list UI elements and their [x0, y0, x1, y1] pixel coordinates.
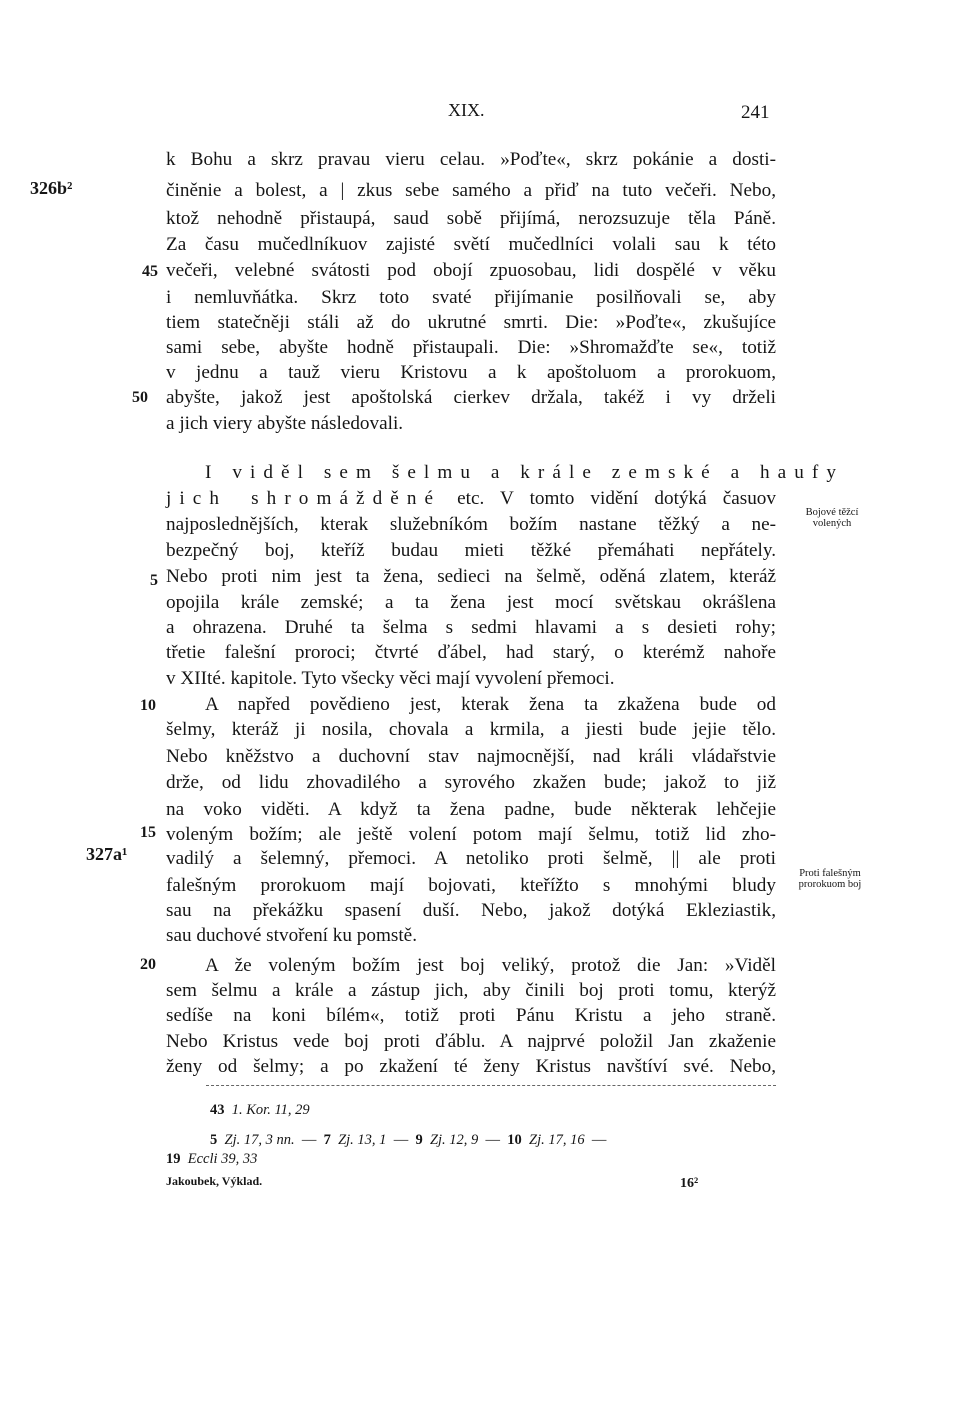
text-line: falešným prorokuom mají bojovati, kteřížto s mnohými bludy [166, 875, 776, 896]
text-line: ktož nehodně přistaupá, saud sobě přijímá, nerozsuzuje těla Páně. [166, 208, 776, 229]
footnote-line-number: 7 [323, 1132, 331, 1148]
text-line: sem šelmu a krále a zástup jich, aby činili boj proti tomu, kterýž [166, 980, 776, 1001]
footnote-line: 5 Zj. 17, 3 nn. — 7 Zj. 13, 1 — 9 Zj. 12, 9 — 10 Zj. 17, 16 — [210, 1132, 607, 1148]
side-note-first: Bojové těžcí volených [805, 507, 859, 529]
footnote-line [166, 1149, 257, 1169]
footnote-reference: Zj. 17, 16 [529, 1132, 585, 1148]
text-line: vadilý a šelemný, přemoci. A netoliko proti šelmě, || ale proti [166, 848, 776, 869]
side-note-second: Proti falešným prorokuom boj [798, 868, 862, 890]
text-line: i nemluvňátka. Skrz toto svaté přijímanie posilňovali se, aby [166, 287, 776, 308]
footnote-rule [206, 1085, 776, 1086]
text-line: ženy od šelmy; a po zkažení té ženy Kristus navštíví své. Nebo, [166, 1056, 776, 1077]
text-line: večeři, velebné svátosti pod obojí zpuosobau, lidi dospělé v věku [166, 260, 776, 281]
folio-marker-top: 326b² [30, 178, 73, 198]
spaced-heading-text: I viděl sem šelmu a krále zemské a haufy [205, 462, 845, 483]
footnote-reference: Zj. 17, 3 nn. [224, 1132, 295, 1148]
sheet-number: 16² [680, 1176, 699, 1191]
text-line: sau duchové stvoření ku pomstě. [166, 925, 417, 946]
text-line: třetie falešní proroci; čtvrté ďábel, had starý, o kterémž nahoře [166, 642, 776, 663]
text-line: sami sebe, abyšte hodně přistaupali. Die: »Shromažďte se«, totiž [166, 337, 776, 358]
text-line: činěnie a bolest, a | zkus sebe samého a přiď na tuto večeři. Nebo, [166, 180, 776, 201]
text-line: a jich viery abyšte následovali. [166, 413, 404, 434]
line-number: 10 [140, 697, 156, 714]
text-line: A že voleným božím jest boj veliký, protož die Jan: »Viděl [205, 955, 776, 976]
text-line: a ohrazena. Druhé ta šelma s sedmi hlavami a s desieti rohy; [166, 617, 776, 638]
signature-mark: Jakoubek, Výklad. [166, 1174, 263, 1188]
text-line: tiem statečněji stáli až do ukrutné smrti. Die: »Poďte«, zkušujíce [166, 312, 776, 333]
footnote-line [210, 1100, 310, 1120]
text-line: Nebo proti nim jest ta žena, sedieci na šelmě, oděná zlatem, kteráž [166, 566, 776, 587]
footnote-reference: 1. Kor. 11, 29 [231, 1102, 310, 1118]
text-line: najposlednějších, kterak služebníkóm božím nastane těžký a ne- [166, 514, 776, 535]
footnote-line-number: 10 [507, 1132, 522, 1148]
text-line: opojila krále zemské; a ta žena jest mocí světskau okrášlena [166, 592, 776, 613]
text-line: na voko viděti. A když ta žena padne, bude některak lehčejie [166, 799, 776, 820]
heading-continuation: etc. V tomto vidění dotýká časuov [441, 488, 776, 509]
folio-marker-middle: 327a¹ [86, 844, 128, 864]
footnote-reference: Eccli 39, 33 [187, 1151, 258, 1167]
footnote-line-number: 43 [210, 1102, 225, 1118]
footnote-line-number: 9 [415, 1132, 423, 1148]
text-line: v XIIté. kapitole. Tyto všecky věci mají vyvolení přemoci. [166, 668, 615, 689]
text-line: šelmy, kteráž ji nosila, chovala a krmila, a jiesti bude jejie tělo. [166, 719, 776, 740]
line-number: 20 [140, 956, 156, 973]
text-line: Nebo kněžstvo a duchovní stav najmocnější, nad králi vládařstvie [166, 746, 776, 767]
text-line: Nebo Kristus vede boj proti ďáblu. A najprvé položil Jan zkaženie [166, 1031, 776, 1052]
line-number: 50 [132, 389, 148, 406]
footnote-reference: Zj. 13, 1 [338, 1132, 387, 1148]
page-number: 241 [741, 102, 770, 123]
text-line: abyšte, jakož jest apoštolská cierkev držala, takéž i vy drželi [166, 387, 776, 408]
footnote-reference: Zj. 12, 9 [429, 1132, 479, 1148]
text-line: voleným božím; ale ještě volení potom mají šelmu, totiž lid zho- [166, 824, 776, 845]
line-number: 45 [142, 263, 158, 280]
chapter-heading: XIX. [448, 100, 485, 120]
text-line: k Bohu a skrz pravau vieru celau. »Poďte«, skrz pokánie a dosti- [166, 149, 776, 170]
text-line: sau na překážku spasení duší. Nebo, jakož dotýká Ekleziastik, [166, 900, 776, 921]
footnote-line-number: 19 [166, 1151, 181, 1167]
footnote-line-number: 5 [210, 1132, 218, 1148]
text-line: A napřed povědieno jest, kterak žena ta zkažena bude od [205, 694, 776, 715]
line-number: 15 [140, 824, 156, 841]
line-number: 5 [150, 572, 158, 589]
text-line: sedíše na koni bílém«, totiž proti Pánu Kristu a jeho straně. [166, 1005, 776, 1026]
spaced-heading-text: jich shromážděné [166, 488, 442, 509]
text-line: bezpečný boj, kteříž budau mieti těžké přemáhati nepřátely. [166, 540, 776, 561]
text-line: v jednu a tauž vieru Kristovu a k apoštoluom a prorokuom, [166, 362, 776, 383]
text-line: Za času mučedlníkuov zajisté světí mučedlníci volali sau k této [166, 234, 776, 255]
text-line: drže, od lidu zhovadilého a syrového zkažen bude; jakož to již [166, 772, 776, 793]
